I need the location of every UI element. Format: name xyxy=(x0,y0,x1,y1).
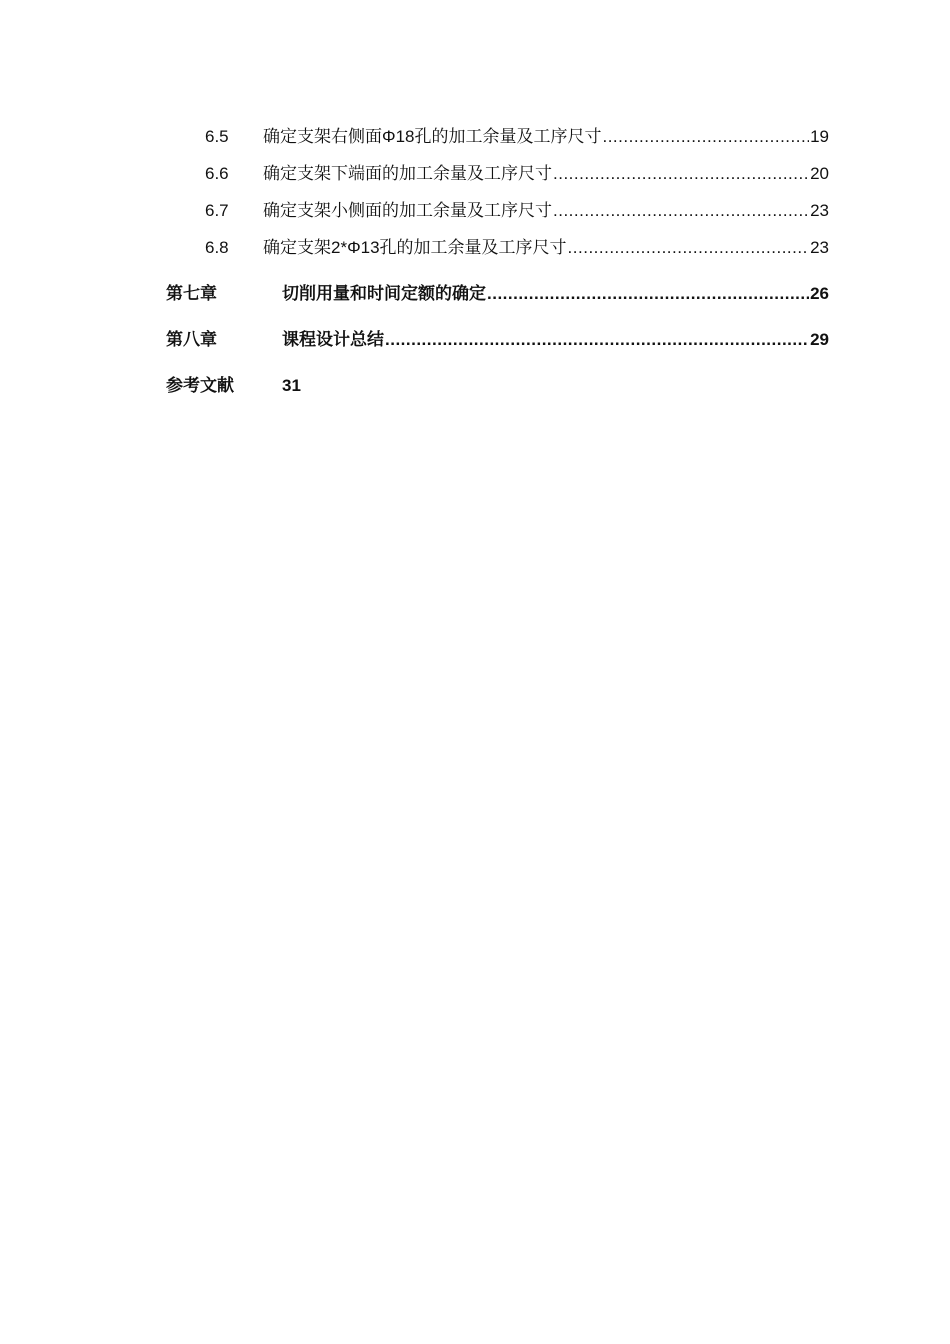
toc-entry-page: 20 xyxy=(810,164,829,183)
toc-entry-page: 23 xyxy=(810,238,829,257)
toc-chapter-7[interactable] xyxy=(166,283,829,305)
toc-dot-leader xyxy=(553,200,809,222)
toc-dot-leader xyxy=(568,237,810,259)
toc-entry-number: 6.5 xyxy=(205,127,229,146)
toc-entry-number: 6.6 xyxy=(205,164,229,183)
toc-chapter-page: 29 xyxy=(810,330,829,349)
toc-references-page: 31 xyxy=(282,376,301,395)
toc-entry-number: 6.8 xyxy=(205,238,229,257)
toc-chapter-title: 课程设计总结 xyxy=(282,330,384,349)
toc-entry-6-7[interactable] xyxy=(205,200,829,222)
toc-chapter-page: 26 xyxy=(810,284,829,303)
toc-entry-6-8[interactable] xyxy=(205,237,829,259)
toc-entry-page: 23 xyxy=(810,201,829,220)
toc-dot-leader xyxy=(553,163,809,185)
toc-references-label: 参考文献 xyxy=(166,376,234,395)
toc-chapter-number: 第八章 xyxy=(166,330,217,349)
toc-chapter-title: 切削用量和时间定额的确定 xyxy=(282,284,486,303)
toc-chapter-number: 第七章 xyxy=(166,284,217,303)
toc-dot-leader xyxy=(487,283,809,305)
toc-entry-title: 确定支架2*Φ13孔的加工余量及工序尺寸 xyxy=(263,238,567,257)
toc-entry-title: 确定支架小侧面的加工余量及工序尺寸 xyxy=(263,201,552,220)
toc-chapter-8[interactable] xyxy=(166,329,829,351)
toc-references[interactable] xyxy=(166,375,301,397)
toc-entry-6-6[interactable] xyxy=(205,163,829,185)
toc-dot-leader xyxy=(385,329,809,351)
toc-entry-title: 确定支架下端面的加工余量及工序尺寸 xyxy=(263,164,552,183)
toc-dot-leader xyxy=(602,126,809,148)
toc-entry-title: 确定支架右侧面Φ18孔的加工余量及工序尺寸 xyxy=(263,127,602,146)
toc-entry-number: 6.7 xyxy=(205,201,229,220)
toc-entry-page: 19 xyxy=(810,127,829,146)
toc-entry-6-5[interactable] xyxy=(205,126,829,148)
